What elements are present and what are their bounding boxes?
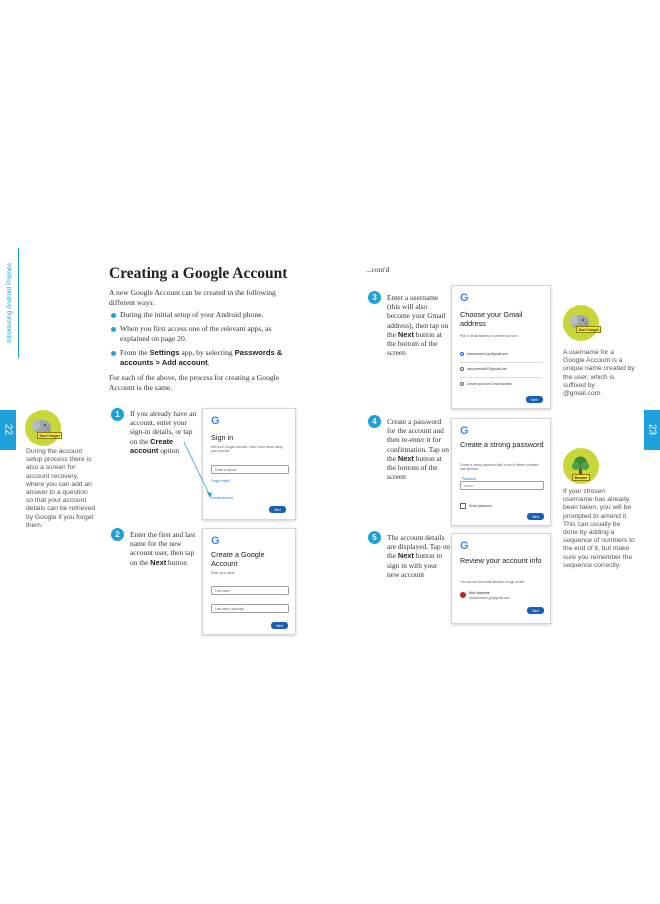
step-2-text: Enter the first and last name for the new account user, then tap on the Next button	[130, 530, 196, 567]
avatar	[460, 592, 466, 598]
password-label: Password	[462, 477, 476, 481]
gmail-option-3[interactable]: Create your own Gmail address	[460, 382, 512, 386]
radio-selected-icon[interactable]	[460, 352, 464, 356]
dont-forget-label: Don't forget	[37, 432, 62, 439]
dont-forget-badge	[563, 305, 599, 341]
divider	[460, 362, 542, 363]
screenshot-create-account	[202, 528, 296, 635]
step-number-2: 2	[111, 528, 124, 541]
tip-text-left: During the account setup process there is also a screen for account recovery, where you can add an answer to a question so that your account details can be retrieved by Google if you forget them.	[26, 448, 96, 529]
next-button[interactable]: Next	[271, 622, 288, 629]
radio-icon[interactable]	[460, 382, 464, 386]
elephant-icon	[25, 410, 61, 446]
step-number-1: 1	[111, 408, 124, 421]
step-1-text: If you already have an account, enter your sign-in details, or tap on the Create account option	[130, 409, 197, 455]
last-name-field[interactable]: Last name (optional)	[211, 604, 289, 613]
screenshot-sign-in	[202, 408, 296, 520]
next-button[interactable]: Next	[527, 513, 544, 520]
intro-paragraph: A new Google Account can be created in the following different ways:	[109, 288, 276, 307]
google-logo-icon: G	[460, 540, 469, 552]
account-email: nickvandome.pp@gmail.com	[469, 596, 510, 600]
dont-forget-label: Don't forget	[576, 326, 601, 333]
elephant-icon	[563, 305, 599, 341]
screenshot-create-password	[451, 418, 551, 526]
continued-label: ...cont'd	[366, 265, 390, 274]
page-number-left: 22	[0, 410, 16, 450]
bullet-dot	[111, 327, 116, 332]
shot-subtext: Create a strong password with a mix of letters, numbers and symbols	[460, 463, 539, 471]
bullet-dot	[111, 313, 116, 318]
show-password-checkbox[interactable]: Show password	[460, 503, 492, 509]
shot-heading: Sign in	[211, 433, 234, 442]
screenshot-review-account	[451, 533, 551, 624]
section-tab	[0, 248, 18, 358]
step-number-4: 4	[368, 415, 381, 428]
shot-heading: Create a strong password	[460, 440, 544, 449]
shot-subtext: You can use this email address to sign in later	[460, 580, 525, 584]
google-logo-icon: G	[211, 535, 220, 547]
pointer-arrow	[180, 440, 215, 502]
gmail-option-2[interactable]: vandomenick87@gmail.com	[460, 367, 507, 371]
bullet-item-3: From the Settings app, by selecting Passwords & accounts > Add account.	[120, 348, 283, 367]
google-logo-icon: G	[211, 415, 220, 427]
step-3-text: Enter a username (this will also become your Gmail address), then tap on the Next button at the bottom of the screen	[387, 293, 449, 358]
shot-heading: Review your account info	[460, 556, 542, 565]
bullet-item-2: When you first access one of the relevant apps, as explained on page 20.	[120, 324, 272, 343]
first-name-field[interactable]: First name	[211, 586, 289, 595]
step-number-5: 5	[368, 531, 381, 544]
shot-subtext: with your Google Account. Learn more about using your account	[211, 445, 283, 453]
forgot-email-link[interactable]: Forgot email?	[211, 479, 231, 483]
page-title: Creating a Google Account	[109, 265, 288, 282]
gmail-option-1[interactable]: nickvandome.pp@gmail.com	[460, 352, 508, 356]
next-button[interactable]: Next	[526, 396, 543, 403]
step-4-text: Create a password for the account and then re-enter it for confirmation. Tap on the Next button at the bottom of the screen	[387, 417, 449, 482]
tip-text-right-1: A username for a Google Account is a unique name created by the user, which is suffixed by @gmail.com.	[563, 349, 635, 398]
screenshot-choose-gmail	[451, 285, 551, 409]
checkbox-icon[interactable]	[460, 503, 466, 509]
create-account-link[interactable]: Create account	[211, 496, 233, 500]
email-field[interactable]: Email or phone	[211, 465, 289, 474]
section-tab-label: Introducing Android Phones	[5, 263, 13, 343]
radio-icon[interactable]	[460, 367, 464, 371]
tip-text-right-2: If your chosen username has already been taken, you will be prompted to amend it. This can usually be done by adding a sequence of numbers to the end of it, but make sure you remember the sequence correctly.	[563, 488, 635, 569]
google-logo-icon: G	[460, 292, 469, 304]
dont-forget-badge	[25, 410, 61, 446]
next-button[interactable]: Next	[269, 506, 286, 513]
step-number-3: 3	[368, 291, 381, 304]
next-button[interactable]: Next	[527, 607, 544, 614]
shot-subtext: Enter your name	[211, 571, 235, 575]
account-name: Nick Vandome	[469, 591, 490, 595]
beware-label: Beware	[572, 474, 590, 481]
shot-subtext: Pick a Gmail address or create your own	[460, 334, 518, 338]
google-logo-icon: G	[460, 425, 469, 437]
step-5-text: The account details are displayed. Tap on the Next button to sign in with your new account	[387, 533, 450, 579]
outro-paragraph: For each of the above, the process for creating a Google Account is the same.	[109, 373, 280, 392]
bullet-item-1: During the initial setup of your Android phone.	[120, 310, 264, 319]
page-number-right: 23	[644, 410, 660, 450]
divider	[460, 377, 542, 378]
bullet-dot	[111, 351, 116, 356]
shot-heading: Create a Google Account	[211, 550, 265, 568]
password-field[interactable]: ••••••••	[460, 481, 544, 490]
shot-heading: Choose your Gmail address	[460, 310, 523, 328]
